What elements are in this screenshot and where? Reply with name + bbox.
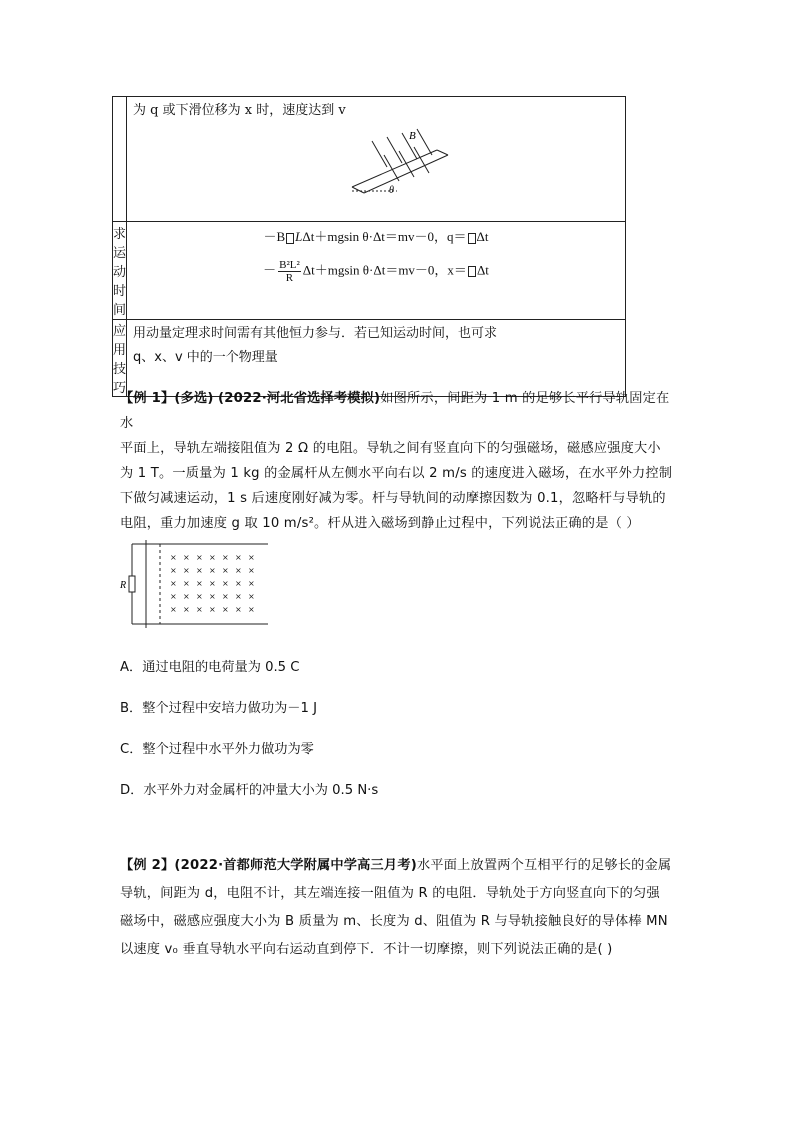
svg-text:×: ×	[170, 592, 177, 601]
row3-text-line2: q、x、v 中的一个物理量	[133, 350, 278, 365]
svg-text:×: ×	[209, 553, 216, 562]
table-row	[113, 320, 626, 397]
svg-text:×: ×	[222, 605, 229, 614]
svg-text:×: ×	[196, 566, 203, 575]
example2-tag: 【例 2】	[120, 858, 175, 873]
example1-type: (多选)	[174, 391, 214, 406]
svg-text:×: ×	[222, 592, 229, 601]
row2-label: 求运动时间	[113, 222, 127, 320]
example2-source: (2022·首都师范大学附属中学高三月考)	[174, 858, 417, 873]
svg-text:×: ×	[170, 566, 177, 575]
incline-diagram	[127, 125, 625, 195]
placeholder-icon	[468, 266, 476, 277]
table-row	[113, 222, 626, 320]
rail-circuit-diagram	[118, 540, 278, 630]
svg-text:×: ×	[183, 566, 190, 575]
formula-2: － $\frac{\text{B²L²}}{R}$ Δt＋mgsin θ·Δt＝mv－0，x＝ Δt	[263, 259, 489, 284]
svg-text:×: ×	[183, 553, 190, 562]
svg-text:×: ×	[248, 592, 255, 601]
svg-text:×: ×	[248, 605, 255, 614]
svg-text:×: ×	[248, 579, 255, 588]
svg-text:×: ×	[235, 605, 242, 614]
resistor-label: R	[120, 580, 127, 591]
svg-text:×: ×	[170, 605, 177, 614]
svg-text:×: ×	[196, 553, 203, 562]
row1-text: 为 q 或下滑位移为 x 时，速度达到 v	[133, 103, 346, 118]
option-a: A．通过电阻的电荷量为 0.5 C	[120, 660, 300, 675]
svg-text:×: ×	[170, 553, 177, 562]
svg-text:×: ×	[209, 579, 216, 588]
svg-text:×: ×	[222, 566, 229, 575]
svg-text:×: ×	[196, 605, 203, 614]
svg-text:×: ×	[183, 605, 190, 614]
svg-text:×: ×	[209, 605, 216, 614]
svg-text:×: ×	[222, 579, 229, 588]
row3-content-cell	[127, 320, 626, 397]
option-d: D．水平外力对金属杆的冲量大小为 0.5 N·s	[120, 783, 379, 798]
svg-text:×: ×	[235, 592, 242, 601]
option-c: C．整个过程中水平外力做功为零	[120, 742, 314, 757]
example1-source: (2022·河北省选择考模拟)	[217, 391, 381, 406]
theta-label: θ	[389, 185, 394, 195]
row2-content-cell	[127, 222, 626, 320]
b-label: B	[409, 130, 416, 142]
svg-text:×: ×	[248, 553, 255, 562]
placeholder-icon	[468, 233, 476, 244]
svg-text:×: ×	[209, 566, 216, 575]
svg-text:×: ×	[209, 592, 216, 601]
svg-text:×: ×	[170, 579, 177, 588]
svg-text:×: ×	[196, 579, 203, 588]
row1-content-cell	[127, 97, 626, 222]
example1-tag: 【例 1】	[120, 391, 175, 406]
formula-1: －B LΔt＋mgsin θ·Δt＝mv－0，q＝ Δt	[263, 229, 489, 244]
table-row	[113, 97, 626, 222]
svg-text:×: ×	[248, 566, 255, 575]
example1-text: 【例 1】(多选) (2022·河北省选择考模拟)如图所示，间距为 1 m 的足够长平行导轨固定在水 平面上，导轨左端接阻值为 2 Ω 的电阻。导轨之间有竖直向下的匀强磁场，磁感应强度大小 为 1 T。一质量为 1 kg 的金属杆从左侧水平向右以 2 m/s 的速度进入磁场，在水平外力控制 下做匀减速运动，1 s 后速度刚好减为零。杆与导轨间的动摩擦因数为 0.1，忽略杆与导轨的 电阻，重力加速度 g 取 10 m/s²。杆从进入磁场到静止过程中，下列说法正确的是（ ）	[120, 391, 673, 531]
svg-text:×: ×	[222, 553, 229, 562]
svg-text:×: ×	[183, 592, 190, 601]
example2-text: 【例 2】(2022·首都师范大学附属中学高三月考)水平面上放置两个互相平行的足够长的金属 导轨，间距为 d，电阻不计，其左端连接一阻值为 R 的电阻．导轨处于方向竖直向下的匀强 磁场中，磁感应强度大小为 B 质量为 m、长度为 d、阻值为 R 与导轨接触良好的导体棒 MN 以速度 v₀ 垂直导轨水平向右运动直到停下．不计一切摩擦，则下列说法正确的是( )	[120, 858, 672, 957]
svg-text:×: ×	[235, 553, 242, 562]
svg-text:×: ×	[235, 566, 242, 575]
row3-text-line1: 用动量定理求时间需有其他恒力参与．若已知运动时间，也可求	[133, 326, 498, 341]
svg-text:×: ×	[183, 579, 190, 588]
row3-label: 应用技巧	[113, 320, 127, 397]
summary-table	[112, 96, 626, 397]
svg-text:×: ×	[235, 579, 242, 588]
row1-label-cell	[113, 97, 127, 222]
option-b: B．整个过程中安培力做功为－1 J	[120, 701, 317, 716]
svg-text:×: ×	[196, 592, 203, 601]
placeholder-icon	[286, 233, 294, 244]
fraction: $\frac{\text{B²L²}}{R}$	[279, 259, 300, 284]
